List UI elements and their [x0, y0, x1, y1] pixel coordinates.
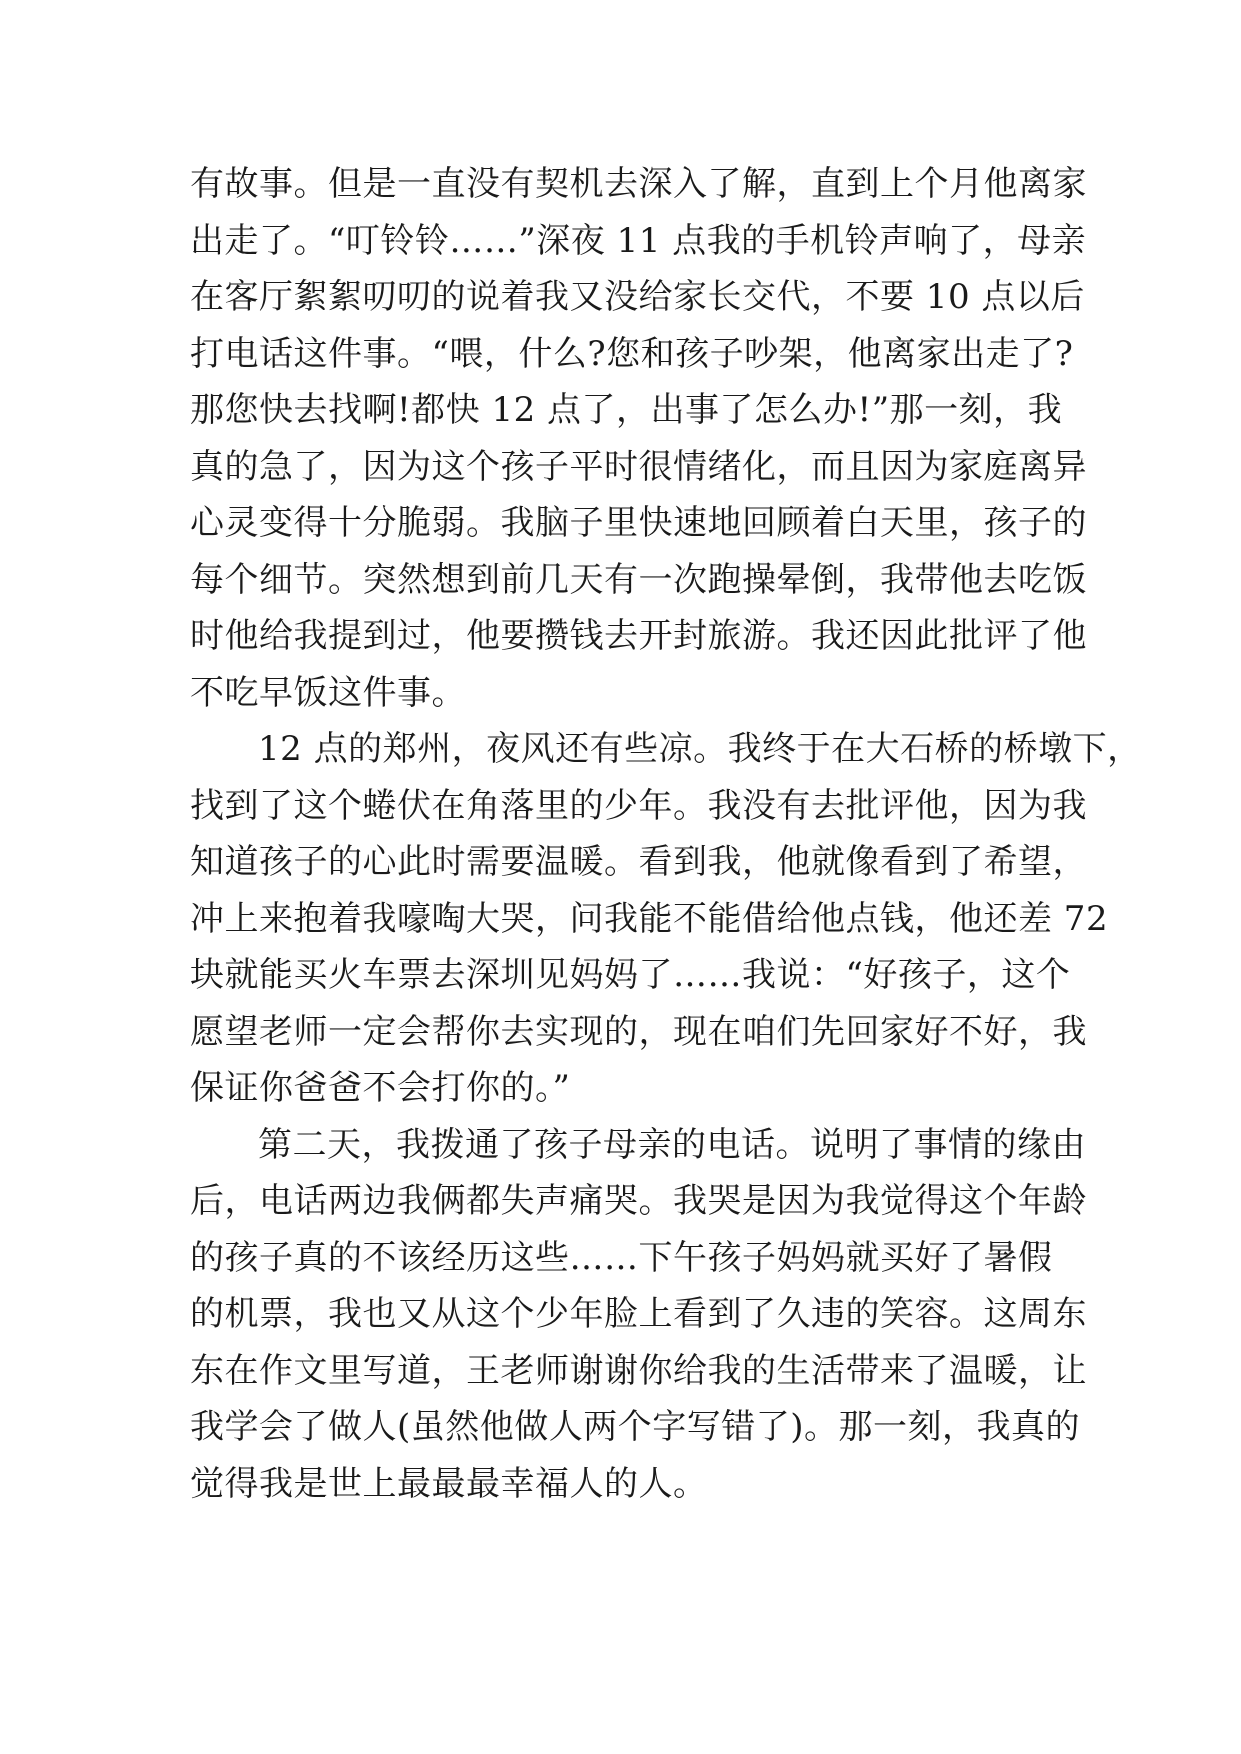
text-line: 心灵变得十分脆弱。我脑子里快速地回顾着白天里，孩子的 — [190, 503, 1087, 543]
text-line: 的机票，我也又从这个少年脸上看到了久违的笑容。这周东 — [190, 1294, 1087, 1334]
text-line: 第二天，我拨通了孩子母亲的电话。说明了事情的缘由 — [258, 1124, 1086, 1165]
text-line: 12 点的郑州，夜风还有些凉。我终于在大石桥的桥墩下， — [258, 729, 1142, 769]
text-line: 那您快去找啊!都快 12 点了，出事了怎么办!”那一刻，我 — [190, 390, 1063, 430]
text-line: 时他给我提到过，他要攒钱去开封旅游。我还因此批评了他 — [190, 616, 1087, 656]
text-line: 的孩子真的不该经历这些……下午孩子妈妈就买好了暑假 — [190, 1237, 1053, 1278]
text-line: 真的急了，因为这个孩子平时很情绪化，而且因为家庭离异 — [190, 446, 1087, 487]
text-line: 我学会了做人(虽然他做人两个字写错了)。那一刻，我真的 — [190, 1407, 1081, 1447]
text-line: 冲上来抱着我嚎啕大哭，问我能不能借给他点钱，他还差 72 — [190, 898, 1109, 939]
text-line: 保证你爸爸不会打你的。” — [190, 1068, 571, 1108]
text-line: 愿望老师一定会帮你去实现的，现在咱们先回家好不好，我 — [190, 1011, 1087, 1052]
text-line: 东在作文里写道，王老师谢谢你给我的生活带来了温暖，让 — [190, 1350, 1087, 1391]
text-line: 在客厅絮絮叨叨的说着我又没给家长交代，不要 10 点以后 — [190, 277, 1085, 317]
text-line: 不吃早饭这件事。 — [190, 672, 466, 713]
text-line: 打电话这件事。“喂，什么?您和孩子吵架，他离家出走了? — [190, 333, 1074, 374]
text-line: 后，电话两边我俩都失声痛哭。我哭是因为我觉得这个年龄 — [190, 1181, 1087, 1221]
body-text — [190, 156, 1142, 1512]
text-line: 块就能买火车票去深圳见妈妈了……我说：“好孩子，这个 — [190, 955, 1071, 995]
text-line: 出走了。“叮铃铃……”深夜 11 点我的手机铃声响了，母亲 — [190, 220, 1087, 261]
paragraph-1 — [190, 156, 1087, 721]
text-line: 觉得我是世上最最最幸福人的人。 — [190, 1463, 708, 1504]
paragraph-3 — [190, 1117, 1087, 1513]
text-line: 有故事。但是一直没有契机去深入了解，直到上个月他离家 — [190, 164, 1087, 204]
text-line: 每个细节。突然想到前几天有一次跑操晕倒，我带他去吃饭 — [190, 559, 1087, 600]
paragraph-2 — [190, 721, 1142, 1117]
text-line: 知道孩子的心此时需要温暖。看到我，他就像看到了希望， — [190, 842, 1087, 882]
text-line: 找到了这个蜷伏在角落里的少年。我没有去批评他，因为我 — [190, 785, 1087, 826]
